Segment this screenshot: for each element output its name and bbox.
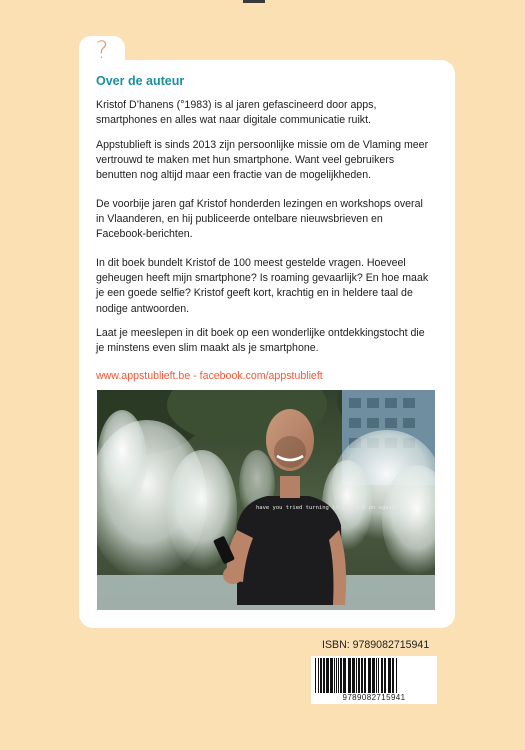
barcode-bar — [323, 658, 325, 694]
barcode-bar — [361, 658, 363, 694]
barcode-bar — [384, 658, 386, 694]
bio-paragraph-4: In dit boek bundelt Kristof de 100 meest gestelde vragen. Hoeveel geheugen heeft mijn smartphone? Is roaming gevaarlijk? En hoe maak je een goede selfie? Kristof geeft kort, krachtig en in heldere taal de nodige antwoorden. — [96, 257, 429, 315]
author-photo — [97, 390, 435, 610]
barcode-bar — [372, 658, 375, 694]
bio-paragraph-5: Laat je meeslepen in dit boek op een wonderlijke ontdekkingstocht die je minstens even slim maakt als je smartphone. — [96, 327, 425, 355]
barcode-bar — [396, 658, 397, 694]
barcode-bar — [392, 658, 394, 694]
barcode-bar — [376, 658, 377, 694]
barcode-bar — [334, 658, 335, 694]
barcode-bar — [348, 658, 351, 694]
website-links[interactable]: www.appstublieft.be - facebook.com/appstublieft — [96, 370, 323, 382]
bio-paragraph-3: De voorbije jaren gaf Kristof honderden lezingen en workshops overal in Vlaanderen, en hij publiceerde ontelbare nieuwsbrieven en Facebook-berichten. — [96, 198, 423, 241]
bio-paragraph-1: Kristof D’hanens (°1983) is al jaren gefascineerd door apps, smartphones en alles wat naar digitale communicatie ruikt. — [96, 99, 377, 127]
barcode-bar — [343, 658, 346, 694]
shirt-text: have you tried turning it off and on again? — [256, 505, 399, 511]
barcode-bar — [320, 658, 322, 694]
barcode-bar — [338, 658, 339, 694]
barcode-bar — [381, 658, 383, 694]
barcode-bar — [364, 658, 366, 694]
barcode-bar — [352, 658, 355, 694]
bio-paragraph-2: Appstublieft is sinds 2013 zijn persoonlijke missie om de Vlaming meer vertrouwd te maken met hun smartphone. Want veel gebruikers benutten nog altijd maar een fractie van de mogelijkheden. — [96, 139, 429, 182]
barcode-bar — [318, 658, 319, 694]
barcode-bar — [315, 658, 316, 694]
barcode-bar — [340, 658, 342, 694]
barcode-bar — [378, 658, 379, 694]
question-mark-icon: ? — [95, 36, 109, 64]
section-title: Over de auteur — [96, 74, 185, 88]
barcode-number: 9789082715941 — [314, 693, 434, 703]
barcode-bar — [326, 658, 329, 694]
barcode-bar — [388, 658, 391, 694]
top-edge-mark — [243, 0, 265, 3]
barcode-bar — [358, 658, 360, 694]
barcode-bar — [330, 658, 333, 694]
barcode-bar — [336, 658, 337, 694]
barcode-bar — [356, 658, 357, 694]
isbn-label: ISBN: 9789082715941 — [322, 639, 430, 651]
barcode-bar — [368, 658, 371, 694]
